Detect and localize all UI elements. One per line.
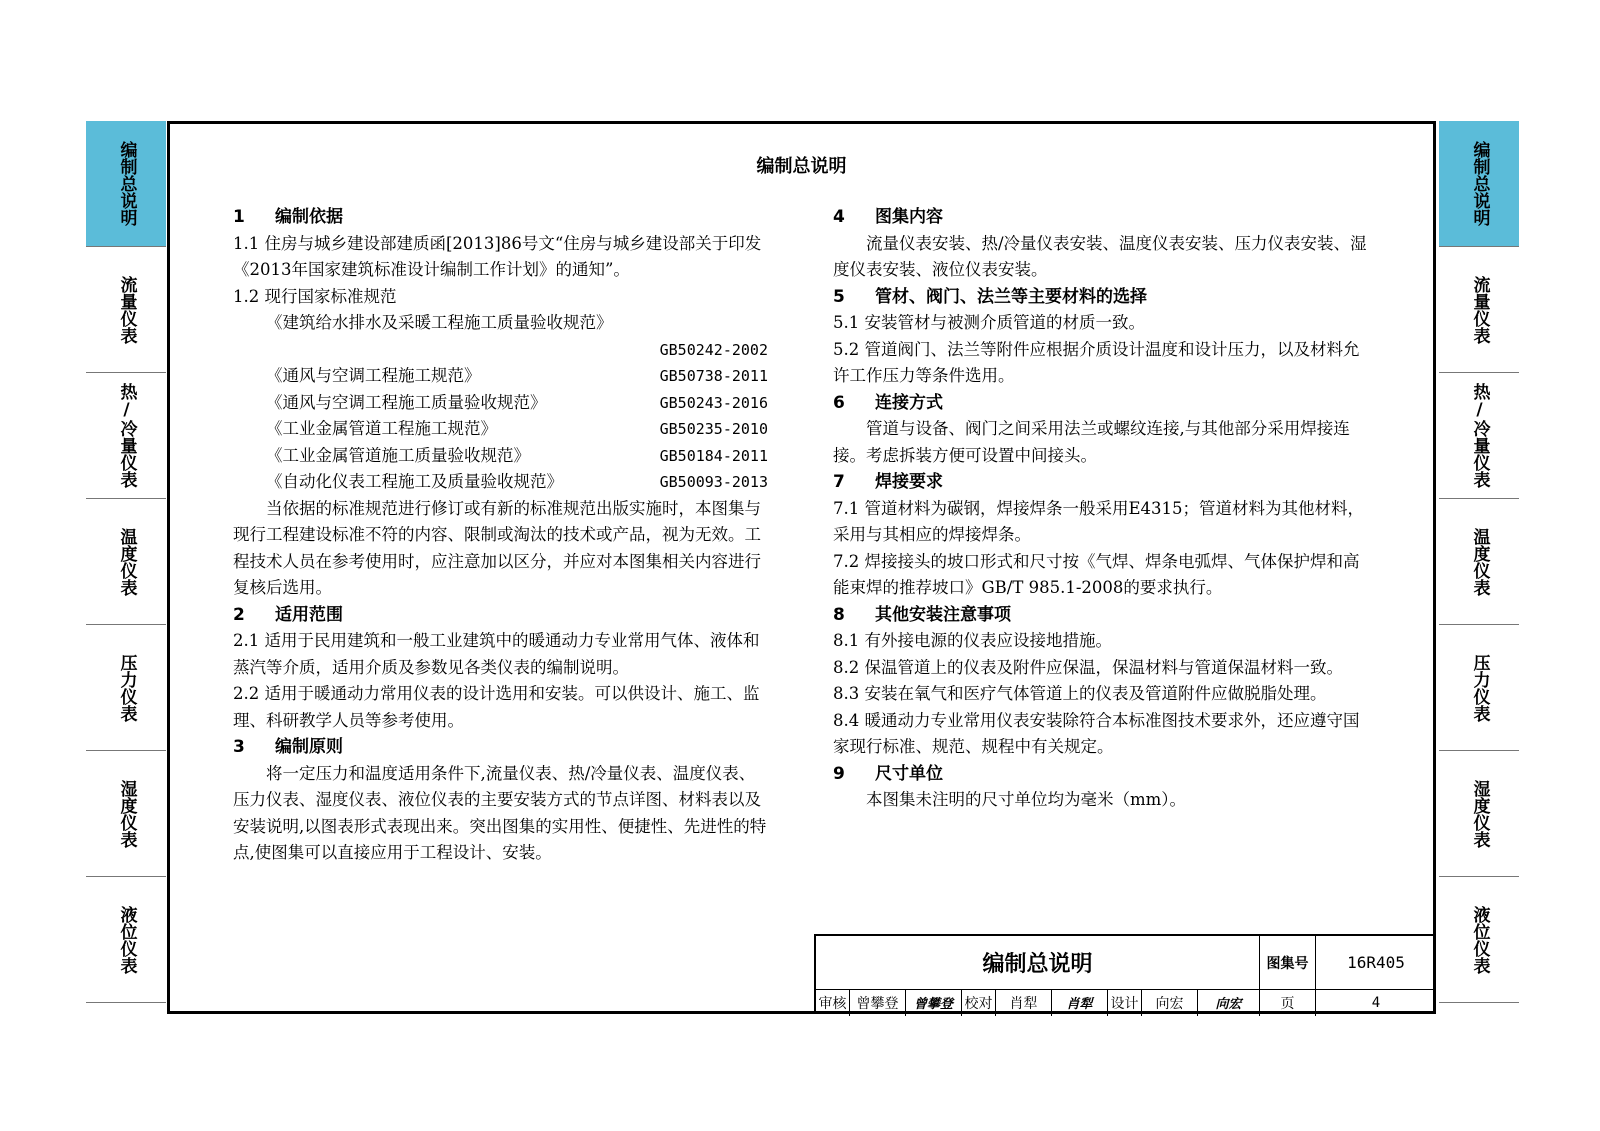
standard-code: GB50242-2002 [659, 340, 768, 359]
paragraph: 2.2 适用于暖通动力常用仪表的设计选用和安装。可以供设计、施工、监理、科研教学人员等参考使用。 [233, 684, 760, 730]
nav-tab-level-meters[interactable]: 液位仪表 [86, 877, 166, 1003]
nav-tab-heat-cold-meters[interactable]: 热/冷量仪表 [1439, 373, 1519, 499]
nav-tab-general-notes[interactable]: 编制总说明 [1439, 121, 1519, 247]
title-block-header [816, 936, 1436, 990]
nav-tab-temperature-meters[interactable]: 温度仪表 [86, 499, 166, 625]
paragraph: 1.2 现行国家标准规范 [233, 286, 397, 306]
section-heading: 9 尺寸单位 [833, 763, 943, 784]
left-section-nav [86, 121, 166, 1003]
paragraph: 8.1 有外接电源的仪表应设接地措施。 [833, 631, 1112, 650]
left-column [233, 204, 768, 867]
nav-tab-humidity-meters[interactable]: 湿度仪表 [86, 751, 166, 877]
drawing-frame [167, 121, 1436, 1014]
standard-row: 《自动化仪表工程施工及质量验收规范》 GB50093-2013 [266, 472, 768, 491]
nav-tab-heat-cold-meters[interactable]: 热/冷量仪表 [86, 373, 166, 499]
standard-row: 《通风与空调工程施工质量验收规范》 GB50243-2016 [266, 392, 768, 412]
design-label: 设计 [1108, 989, 1142, 1016]
paragraph: 流量仪表安装、热/冷量仪表安装、温度仪表安装、压力仪表安装、湿度仪表安装、液位仪表安装。 [833, 233, 1367, 279]
atlas-number-label: 图集号 [1260, 936, 1316, 989]
right-column [833, 204, 1373, 814]
title-block [814, 934, 1436, 1014]
right-section-nav [1439, 121, 1519, 1003]
nav-tab-general-notes[interactable]: 编制总说明 [86, 121, 166, 247]
review-label: 审核 [816, 989, 850, 1016]
nav-tab-pressure-meters[interactable]: 压力仪表 [86, 625, 166, 751]
reviewer-name: 曾攀登 [850, 989, 906, 1016]
atlas-number: 16R405 [1347, 953, 1405, 972]
page-number: 4 [1371, 994, 1381, 1011]
nav-tab-flow-meters[interactable]: 流量仪表 [1439, 247, 1519, 373]
paragraph: 管道与设备、阀门之间采用法兰或螺纹连接,与其他部分采用焊接连接。考虑拆装方便可设置中间接头。 [833, 419, 1350, 465]
title-block-title: 编制总说明 [816, 936, 1260, 989]
paragraph: 5.1 安装管材与被测介质管道的材质一致。 [833, 313, 1145, 332]
section-heading: 6 连接方式 [833, 392, 943, 413]
paragraph: 7.2 焊接接头的坡口形式和尺寸按《气焊、焊条电弧焊、气体保护焊和高能束焊的推荐坡口》GB/T 985.1-2008的要求执行。 [833, 551, 1360, 597]
paragraph: 2.1 适用于民用建筑和一般工业建筑中的暖通动力专业常用气体、液体和蒸汽等介质，适用介质及参数见各类仪表的编制说明。 [233, 631, 760, 677]
section-heading: 2 适用范围 [233, 604, 343, 625]
page-label: 页 [1260, 989, 1316, 1016]
section-heading: 3 编制原则 [233, 737, 343, 757]
standard-row: 《通风与空调工程施工规范》 GB50738-2011 [266, 366, 768, 385]
page-title: 编制总说明 [756, 156, 847, 177]
paragraph: 1.1 住房与城乡建设部建质函[2013]86号文“住房与城乡建设部关于印发《2013年国家建筑标准设计编制工作计划》的通知”。 [233, 233, 762, 279]
paragraph: 8.3 安装在氧气和医疗气体管道上的仪表及管道附件应做脱脂处理。 [833, 684, 1327, 703]
section-heading: 8 其他安装注意事项 [833, 604, 1011, 625]
title-block-signatures [816, 989, 1436, 1016]
nav-tab-temperature-meters[interactable]: 温度仪表 [1439, 499, 1519, 625]
nav-tab-flow-meters[interactable]: 流量仪表 [86, 247, 166, 373]
section-heading: 5 管材、阀门、法兰等主要材料的选择 [833, 286, 1147, 307]
designer-name: 向宏 [1142, 989, 1198, 1016]
checker-name: 肖犁 [996, 989, 1052, 1016]
paragraph: 7.1 管道材料为碳钢，焊接焊条一般采用E4315；管道材料为其他材料，采用与其相应的焊接焊条。 [833, 498, 1365, 544]
paragraph: 8.4 暖通动力专业常用仪表安装除符合本标准图技术要求外，还应遵守国家现行标准、规范、规程中有关规定。 [833, 710, 1360, 756]
nav-tab-humidity-meters[interactable]: 湿度仪表 [1439, 751, 1519, 877]
standard-row: 《工业金属管道工程施工规范》 GB50235-2010 [266, 419, 768, 438]
checker-signature: 肖犁 [1052, 989, 1108, 1016]
standard-name: 《建筑给水排水及采暖工程施工质量验收规范》 [266, 313, 613, 332]
paragraph: 将一定压力和温度适用条件下,流量仪表、热/冷量仪表、温度仪表、压力仪表、湿度仪表、液位仪表的主要安装方式的节点详图、材料表以及安装说明,以图表形式表现出来。突出图集的实用性、便捷性、先进性的特点,使图集可以直接应用于工程设计、安装。 [233, 763, 767, 862]
reviewer-signature: 曾攀登 [906, 989, 962, 1016]
paragraph: 5.2 管道阀门、法兰等附件应根据介质设计温度和设计压力，以及材料允许工作压力等条件选用。 [833, 339, 1360, 385]
nav-tab-pressure-meters[interactable]: 压力仪表 [1439, 625, 1519, 751]
paragraph: 本图集未注明的尺寸单位均为毫米（mm）。 [866, 790, 1187, 809]
standard-row: 《工业金属管道施工质量验收规范》 GB50184-2011 [266, 445, 768, 465]
section-heading: 1 编制依据 [233, 207, 343, 227]
paragraph: 当依据的标准规范进行修订或有新的标准规范出版实施时，本图集与现行工程建设标准不符的内容、限制或淘汰的技术或产品，视为无效。工程技术人员在参考使用时，应注意加以区分，并应对本图集相关内容进行复核后选用。 [233, 498, 761, 597]
check-label: 校对 [962, 989, 996, 1016]
section-heading: 4 图集内容 [833, 207, 943, 227]
nav-tab-level-meters[interactable]: 液位仪表 [1439, 877, 1519, 1003]
designer-signature: 向宏 [1198, 989, 1260, 1016]
paragraph: 8.2 保温管道上的仪表及附件应保温，保温材料与管道保温材料一致。 [833, 657, 1343, 677]
section-heading: 7 焊接要求 [833, 472, 943, 492]
